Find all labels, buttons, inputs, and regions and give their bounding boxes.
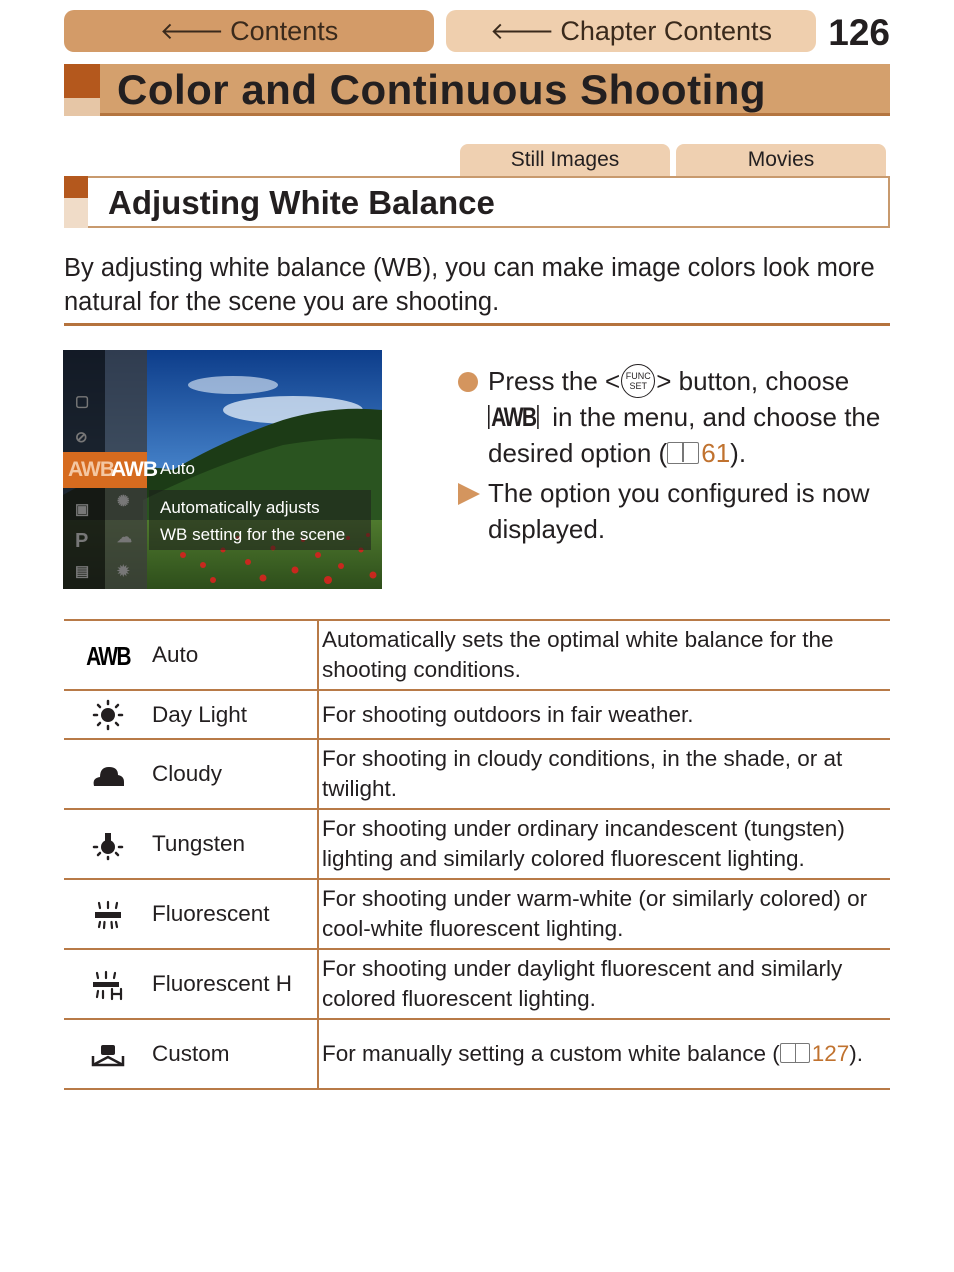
screen-auto-label: Auto: [160, 459, 195, 478]
table-icon-cell: [64, 620, 152, 690]
section-square-decoration: [64, 176, 88, 198]
table-row: [64, 690, 890, 739]
tab-movies: Movies: [676, 144, 886, 176]
table-row: [64, 879, 890, 949]
white-balance-table: [64, 619, 890, 1090]
tab-still-images: Still Images: [460, 144, 670, 176]
chapter-title: Color and Continuous Shooting: [117, 66, 767, 113]
desc-text: For manually setting a custom white balance (: [322, 1041, 780, 1066]
table-icon-cell: [64, 949, 152, 1019]
table-desc-cell: For shooting outdoors in fair weather.: [318, 690, 890, 739]
func-set-button-icon: [621, 364, 655, 398]
chapter-contents-label: Chapter Contents: [560, 15, 772, 46]
bullet-dot-icon: [458, 372, 478, 392]
screen-menu-icon: ▢: [75, 393, 90, 410]
svg-text:AWB: AWB: [86, 641, 130, 671]
bulb-icon: ✹: [117, 563, 130, 580]
set-label: SET: [629, 381, 647, 392]
table-desc-cell: For shooting in cloudy conditions, in the shade, or at twilight.: [318, 739, 890, 809]
desc-text: ).: [849, 1041, 864, 1066]
chapter-contents-button[interactable]: [446, 10, 816, 52]
book-reference-icon: [780, 1043, 810, 1063]
sun-icon: ✺: [117, 493, 130, 510]
page-number: 126: [828, 12, 890, 53]
bulb-icon: [90, 830, 126, 860]
screen-menu-icon: P: [75, 530, 89, 552]
table-row: [64, 620, 890, 690]
table-icon-cell: [64, 690, 152, 739]
table-desc-cell: For shooting under daylight fluorescent and similarly colored fluorescent lighting.: [318, 949, 890, 1019]
table-icon-cell: [64, 739, 152, 809]
cloud-icon: [90, 760, 126, 790]
table-row: [64, 809, 890, 879]
step-text: > button, choose: [656, 366, 850, 396]
chapter-corner-decoration: [64, 98, 100, 116]
table-name-cell: Day Light: [152, 690, 318, 739]
result-triangle-icon: [458, 483, 480, 505]
table-name-cell: Cloudy: [152, 739, 318, 809]
section-corner-decoration: [64, 198, 88, 228]
table-desc-cell: Automatically sets the optimal white balance for the shooting conditions.: [318, 620, 890, 690]
book-reference-icon: [667, 442, 699, 464]
instructions: [456, 364, 896, 547]
intro-divider: [64, 323, 890, 326]
step-text: Press the <: [488, 366, 621, 396]
table-desc-cell: [318, 1019, 890, 1089]
screen-menu-icon: ▣: [75, 501, 90, 518]
result-text: The option you configured is now displayed.: [488, 478, 870, 544]
screen-menu-icon: ▤: [75, 563, 90, 580]
table-name-cell: Fluorescent H: [152, 949, 318, 1019]
fluorescent-h-icon: [90, 970, 126, 1000]
screen-awb-selected-icon: AWB: [111, 458, 157, 481]
table-icon-cell: [64, 879, 152, 949]
table-name-cell: Custom: [152, 1019, 318, 1089]
table-row: [64, 739, 890, 809]
page-reference-link[interactable]: 61: [701, 437, 731, 468]
table-row: [64, 949, 890, 1019]
fluorescent-icon: [90, 900, 126, 930]
custom-wb-icon: [90, 1040, 126, 1070]
table-name-cell: Fluorescent: [152, 879, 318, 949]
camera-screen-illustration: [63, 350, 382, 589]
awb-icon: [86, 641, 130, 671]
instruction-step: [456, 364, 896, 471]
cloud-icon: ☁: [117, 529, 132, 546]
step-text: ).: [730, 437, 747, 468]
section-title: Adjusting White Balance: [108, 184, 495, 221]
instruction-result: [456, 476, 896, 547]
step-text: in the menu, and choose the desired option (: [488, 402, 881, 468]
back-arrow-icon: 🡐: [490, 18, 555, 45]
func-label: FUNC: [625, 371, 651, 382]
sun-icon: [90, 700, 126, 730]
table-row: [64, 1019, 890, 1089]
intro-paragraph: By adjusting white balance (WB), you can make image colors look more natural for the scene you are shooting.: [64, 254, 875, 316]
screen-description-line2: WB setting for the scene: [160, 525, 346, 544]
table-icon-cell: [64, 809, 152, 879]
contents-button[interactable]: [64, 10, 434, 52]
chapter-square-decoration: [64, 64, 100, 98]
table-name-cell: Auto: [152, 620, 318, 690]
table-desc-cell: For shooting under ordinary incandescent (tungsten) lighting and similarly colored fluorescent lighting.: [318, 809, 890, 879]
table-icon-cell: [64, 1019, 152, 1089]
page-reference-link[interactable]: 127: [811, 1041, 850, 1066]
screen-menu-icon: ⊘: [75, 429, 88, 446]
table-desc-cell: For shooting under warm-white (or similarly colored) or cool-white fluorescent lighting.: [318, 879, 890, 949]
screen-awb-icon: AWB: [68, 458, 114, 481]
contents-label: Contents: [230, 15, 339, 46]
table-name-cell: Tungsten: [152, 809, 318, 879]
back-arrow-icon: 🡐: [159, 18, 225, 45]
screen-description-line1: Automatically adjusts: [160, 498, 320, 517]
awb-icon: AWB: [488, 405, 539, 429]
